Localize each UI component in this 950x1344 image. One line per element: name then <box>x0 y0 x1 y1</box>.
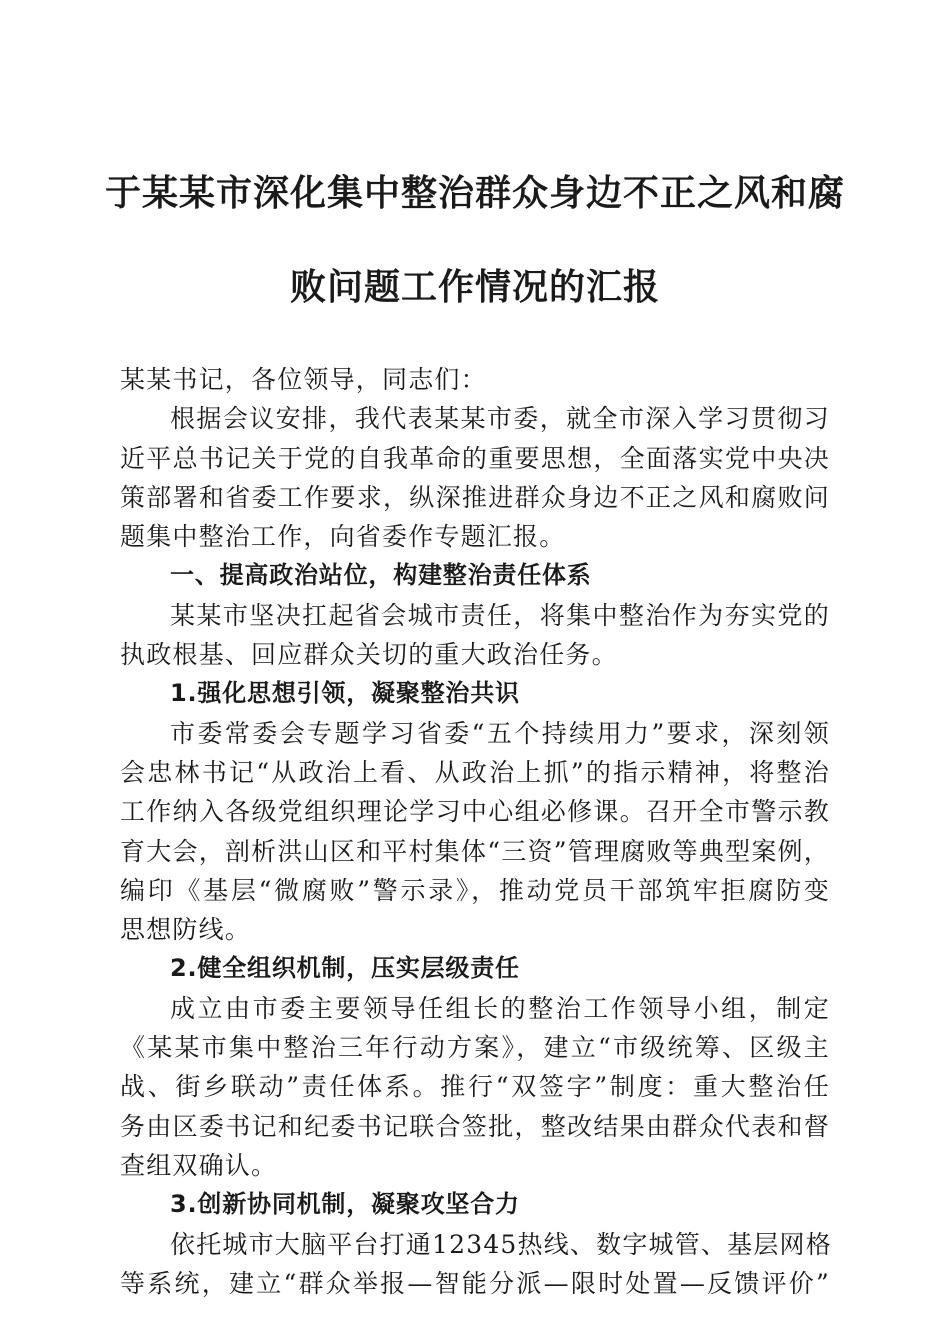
body-line: 策部署和省委工作要求，纵深推进群众身边不正之风和腐败问 <box>120 482 830 512</box>
body-line: 务由区委书记和纪委书记联合签批，整改结果由群众代表和督 <box>120 1111 830 1141</box>
document-title-line-2: 败问题工作情况的汇报 <box>289 267 660 308</box>
body-line: 育大会，剖析洪山区和平村集体“三资”管理腐败等典型案例， <box>120 836 830 866</box>
body-line: 题集中整治工作，向省委作专题汇报。 <box>120 522 566 552</box>
document-body <box>120 360 830 1303</box>
body-line: 根据会议安排，我代表某某市委，就全市深入学习贯彻习 <box>170 404 830 434</box>
subsection-heading-3: 3.创新协同机制，凝聚攻坚合力 <box>170 1190 520 1219</box>
subsection-heading-2: 2.健全组织机制，压实层级责任 <box>170 954 520 983</box>
body-line: 近平总书记关于党的自我革命的重要思想，全面落实党中央决 <box>120 443 830 473</box>
document-title-line-1: 于某某市深化集中整治群众身边不正之风和腐 <box>104 173 845 214</box>
body-line: 工作纳入各级党组织理论学习中心组必修课。召开全市警示教 <box>120 797 830 827</box>
body-line: 某某市坚决扛起省会城市责任，将集中整治作为夯实党的 <box>170 600 830 630</box>
body-line: 执政根基、回应群众关切的重大政治任务。 <box>120 640 618 670</box>
salutation: 某某书记，各位领导，同志们： <box>120 365 487 394</box>
body-line: 《某某市集中整治三年行动方案》，建立“市级统筹、区级主 <box>120 1033 830 1063</box>
body-line: 战、街乡联动”责任体系。推行“双签字”制度：重大整治任 <box>120 1072 830 1102</box>
body-line: 成立由市委主要领导任组长的整治工作领导小组，制定 <box>170 993 830 1023</box>
body-line: 编印《基层“微腐败”警示录》，推动党员干部筑牢拒腐防变 <box>120 875 830 905</box>
body-line: 依托城市大脑平台打通12345热线、数字城管、基层网格 <box>170 1229 832 1259</box>
subsection-heading-1: 1.强化思想引领，凝聚整治共识 <box>170 679 520 708</box>
body-line: 会忠林书记“从政治上看、从政治上抓”的指示精神，将整治 <box>120 757 830 787</box>
body-line: 思想防线。 <box>120 915 252 945</box>
body-line: 市委常委会专题学习省委“五个持续用力”要求，深刻领 <box>170 718 830 748</box>
section-heading-1: 一、提高政治站位，构建整治责任体系 <box>170 561 592 590</box>
body-line: 查组双确认。 <box>120 1150 278 1180</box>
body-line: 等系统，建立“群众举报—智能分派—限时处置—反馈评价” <box>120 1268 830 1298</box>
